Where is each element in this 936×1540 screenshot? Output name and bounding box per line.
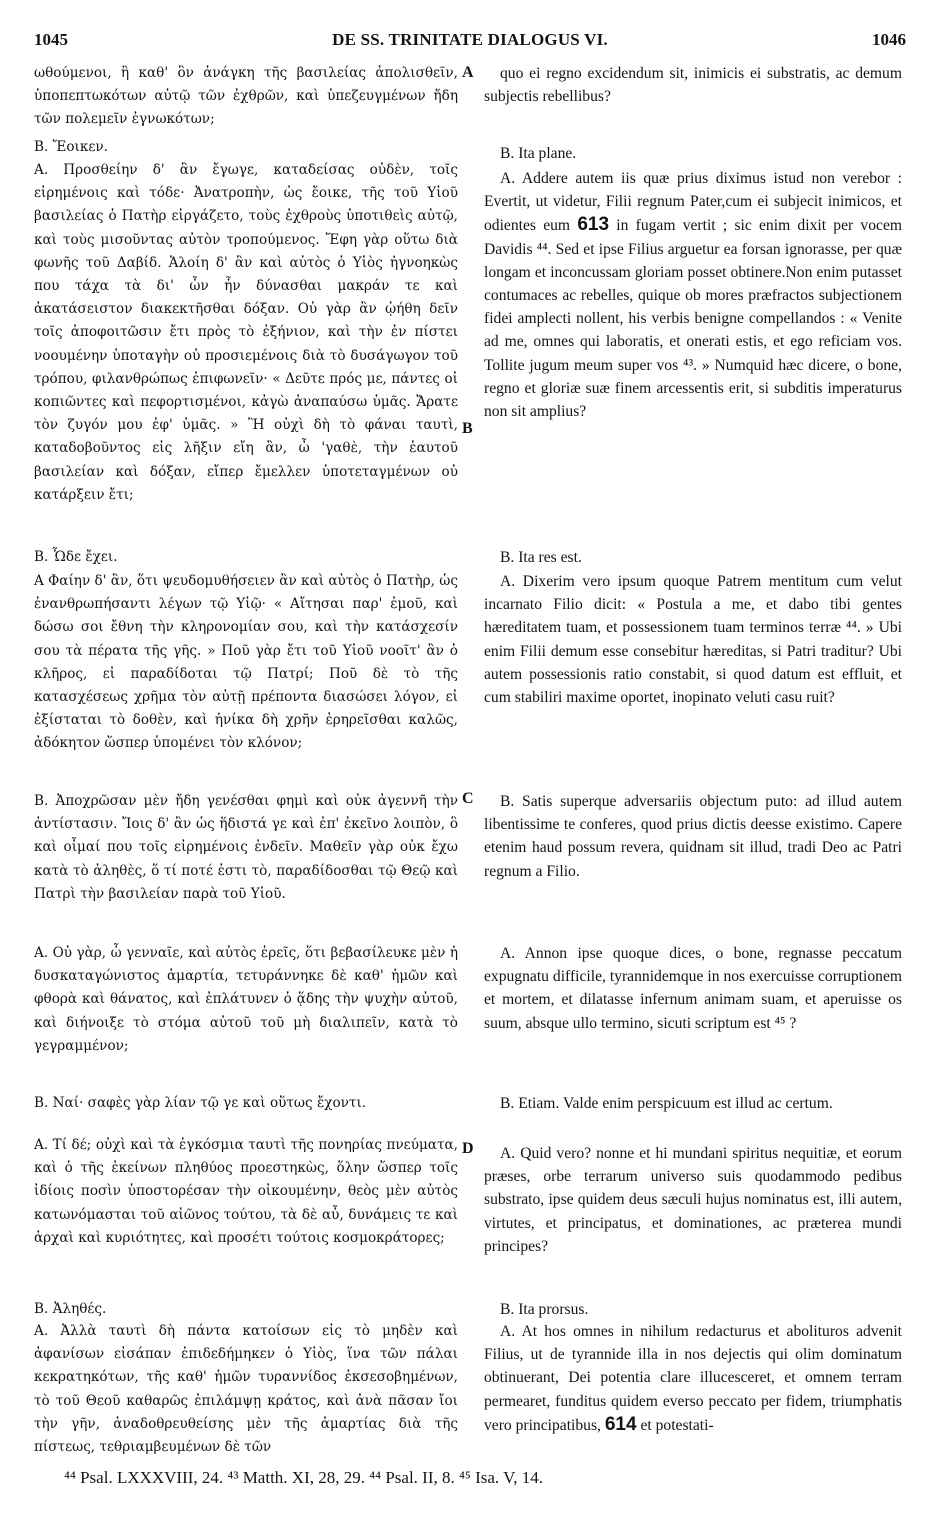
greek-paragraph: Α. Ἀλλὰ ταυτὶ δὴ πάντα κατοίσων εἰς τὸ μηδὲν καὶ ἀφανίσων εἰσάπαν ἐπιδεδήμηκεν ὁ Υἱὸς, ἵνα τῶν πάλαι κεκρατηκότων, τῆς καθ' ἡμῶν τυραννίδος ἐκσεσοβημένων, τὸ τοῦ Θεοῦ καθαρῶς ἐπιλάμψῃ κράτος, καὶ ἀνὰ πᾶσαν ἴοι τὴν γῆν, ἀναδοθρευθείσης μὲν τῆς ἁμαρτίας διὰ τῆς πίστεως, τεθριαμβευμένων δὲ τῶν <box>34 1323 458 1456</box>
latin-paragraph: A. Quid vero? nonne et hi mundani spiritus nequitiæ, et eorum præses, orbe terrarum universo suis quodammodo pedibus substrato, ipse quidem deus sæculi hujus nominatus est, illi autem, virtutes, et principatus, et dominationes, ac præterea mundi principes? <box>484 1145 902 1255</box>
latin-paragraph: B. Ita plane. <box>500 145 577 162</box>
greek-paragraph: Β. Ἀποχρῶσαν μὲν ἤδη γενέσθαι φημὶ καὶ οὐκ ἀγεννῆ τὴν ἀντίστασιν. Ἴοις δ' ἂν ὡς ἥδιστά γε καὶ ἐπ' ἐκεῖνο λοιπὸν, ὃ καὶ οἶμαί που τοῖς εἰρημένοις ἐνδεῖν. Μαθεῖν γὰρ οὐκ ἔχω κατὰ τὸ ἀληθὲς, ὅ τί ποτέ ἐστι τὸ, παραδίδοσθαι τῷ Θεῷ καὶ Πατρὶ τὴν βασιλείαν παρὰ τοῦ Υἱοῦ. <box>34 793 458 902</box>
column-number-614: 614 <box>604 1413 637 1435</box>
greek-column <box>34 62 458 1462</box>
latin-text: A. At hos omnes in nihilum redacturus et abolituros advenit Filius, ut de tyrannide illa in nos dejectis qui olim dominatum obtinuerant, Dei potentia clare illucesceret, et omnem terram permearet, funditus quidem everso peccato per fidem, triumphatis vero principatibus, <box>484 1323 902 1434</box>
latin-paragraph: A. Annon ipse quoque dices, o bone, regnasse peccatum expugnatu difficile, tyrannidemque in nos exercuisse corruptionem et mortem, et dilatasse infernum animam suam, et aperuisse os suum, absque ullo termino, sicuti scriptum est ⁴⁵ ? <box>484 945 902 1032</box>
greek-paragraph: Α. Τί δέ; οὐχὶ καὶ τὰ ἐγκόσμια ταυτὶ τῆς πονηρίας πνεύματα, καὶ ὁ τῆς ἐκείνων πληθύος προεστηκὼς, ὅλην ὥσπερ τοῖς ἰδίοις ποσὶν ὑποστορέσαν τὴν οἰκουμένην, θεὸς μὲν αὐτὸς κατωνόμασται τοῦ αἰῶνος τούτου, τὰ δὲ αὖ, δυνάμεις τε καὶ ἀρχαὶ καὶ κυριότητες, καὶ προσέτι τούτοις κοσμοκράτορες; <box>34 1137 458 1246</box>
latin-paragraph: B. Satis superque adversariis objectum puto: ad illud autem libentissime te conferes, quod prius dictis deesse existimo. Capere etenim haud possum revera, quidnam sit illud, tradi Deo ac Patri regnum a Filio. <box>484 793 902 880</box>
page-number-right: 1046 <box>872 30 906 49</box>
greek-paragraph: Β. Ναί· σαφὲς γὰρ λίαν τῷ γε καὶ οὕτως ἔχοντι. <box>34 1095 367 1111</box>
footnotes: ⁴⁴ Psal. LXXXVIII, 24. ⁴³ Matth. XI, 28, 29. ⁴⁴ Psal. II, 8. ⁴⁵ Isa. V, 14. <box>64 1468 543 1487</box>
section-marker-a: A <box>462 64 474 81</box>
section-marker-c: C <box>462 790 474 807</box>
greek-paragraph: ωθούμενοι, ἢ καθ' ὃν ἀνάγκη τῆς βασιλείας ἀπολισθεῖν, ὑποπεπτωκότων αὐτῷ τῶν ἐχθρῶν, καὶ ὑπεζευγμένων ἤδη τῶν πολεμεῖν ἐγνωκότων; <box>34 65 458 128</box>
latin-paragraph: B. Ita prorsus. <box>500 1301 589 1318</box>
latin-paragraph <box>484 167 902 423</box>
greek-paragraph: Β. Ἀληθές. <box>34 1301 107 1317</box>
page-number-left: 1045 <box>34 30 68 49</box>
greek-paragraph: Α Φαίην δ' ἂν, ὅτι ψευδομυθήσειεν ἂν καὶ αὐτὸς ὁ Πατὴρ, ὡς ἐνανθρωπήσαντι λέγων τῷ Υἱῷ· « Αἴτησαι παρ' ἐμοῦ, καὶ δώσω σοι ἔθνη τὴν κληρονομίαν σου, καὶ τὴν κατάσχεσίν σου τὰ πέρατα τῆς γῆς. » Ποῦ γὰρ ἔτι τοῦ Υἱοῦ νοοῖτ' ἂν ὁ κλῆρος, εἰ παραδίδοται τῷ Πατρί; Ποῦ δὲ τὸ τῆς κατασχέσεως χρῆμα τὸν αὐτῇ πρέποντα διασώσει λόγον, εἰ ἐξίσταται τὸ δοθὲν, καὶ ἡνίκα δὴ χρῆν ἐρηρεῖσθαι καλῶς, ἀδόκητον ὥσπερ ὑπομένει τὸν κλόνον; <box>34 573 458 752</box>
greek-paragraph: Β. Ἔοικεν. <box>34 139 108 155</box>
greek-paragraph: Α. Προσθείην δ' ἂν ἔγωγε, καταδείσας οὐδὲν, τοῖς εἰρημένοις καὶ τόδε· Ἀνατροπὴν, ὡς ἔοικε, τῆς τοῦ Υἱοῦ βασιλείας ὁ Πατὴρ εἰργάζετο, τοὺς ἐχθροὺς ὑποτιθεὶς αὐτῷ, καὶ τοὺς μισοῦντας αὐτὸν τροπούμενος. Ἔφη γὰρ οὕτω διὰ φωνῆς τοῦ Δαβίδ. Ἁλοίη δ' ἂν καὶ αὐτὸς ὁ Υἱὸς ἠγνοηκὼς που τάχα τὰ δι' ὧν ἦν δύνασθαι μακράν τε καὶ ἀκατάσειστον διακεκτῆσθαι δόξαν. Οὐ γὰρ ἂν ᾠήθη δεῖν τοῖς ἀποφοιτῶσιν ἔτι πρὸς τὸ ἐξήνιον, καὶ τὴν ἐν πίστει νοουμένην ὑποταγὴν οὐ προσιεμένοις διὰ τὸ δυσάγωγον τοῦ τρόπου, φιλανθρώπως ἐπιφωνεῖν· « Δεῦτε πρός με, πάντες οἱ κοπιῶντες καὶ πεφορτισμένοι, κἀγὼ ἀναπαύσω ὑμᾶς. Ἄρατε τὸν ζυγόν μου ἐφ' ὑμᾶς. » Ἢ οὐχὶ δὴ τὸ φάναι ταυτὶ, καταδοβοῦντος εἰς λῆξιν εἴη ἂν, ὦ 'γαθὲ, τὴν ἑαυτοῦ βασιλείαν καὶ δόξαν, εἴπερ ἔμελλεν ὑποτεταγμένων οὐ κατάρξειν ἔτι; <box>34 162 458 503</box>
page-header <box>34 30 906 56</box>
latin-column <box>484 62 902 1462</box>
section-marker-d: D <box>462 1140 474 1157</box>
running-title: DE SS. TRINITATE DIALOGUS VI. <box>332 30 608 49</box>
latin-paragraph <box>484 1320 902 1437</box>
greek-paragraph: Α. Οὐ γὰρ, ὦ γενναῖε, καὶ αὐτὸς ἐρεῖς, ὅτι βεβασίλευκε μὲν ἡ δυσκαταγώνιστος ἁμαρτία, τετυράννηκε δὲ καθ' ἡμῶν καὶ φθορὰ καὶ θάνατος, καὶ ἐπλάτυνεν ὁ ᾅδης τὴν ψυχὴν αὐτοῦ, καὶ διήνοιξε τὸ στόμα αὐτοῦ τοῦ μὴ διαλιπεῖν, κατὰ τὸ γεγραμμένον; <box>34 945 458 1054</box>
latin-paragraph: B. Ita res est. <box>500 549 582 566</box>
latin-text: et potestati- <box>640 1416 714 1434</box>
latin-text: in fugam vertit ; sic enim dixit per vocem Davidis ⁴⁴. Sed et ipse Filius arguetur ea forsan ignorasse, per quæ longam et inconcussam gloriam posset obtinere.Non enim putasset contumaces ac rebelles, quique ob mores præfractos subjectionem fidei amplecti nollent, his verbis benigne compellandos : « Venite ad me, omnes qui laboratis, et onerati estis, et ego reficiam vos. Tollite jugum meum super vos ⁴³. » Numquid hæc dicere, o bone, regno et gloriæ suæ finem arcessentis erit, si subditis imperaturus non sit amplius? <box>484 217 902 421</box>
latin-paragraph: quo ei regno excidendum sit, inimicis ei substratis, ac demum subjectis rebellibus? <box>484 65 902 106</box>
latin-text: A. Addere autem iis quæ prius diximus istud non verebor : Evertit, ut videtur, Filii regnum Pater,cum ei subjecit inimicos, et odientes eum <box>484 170 902 235</box>
greek-paragraph: Β. Ὧδε ἔχει. <box>34 549 118 565</box>
latin-paragraph: B. Etiam. Valde enim perspicuum est illud ac certum. <box>500 1095 833 1112</box>
section-marker-b: B <box>462 420 473 437</box>
latin-paragraph: A. Dixerim vero ipsum quoque Patrem mentitum cum velut incarnato Filio dicit: « Postula a me, et dabo tibi gentes hæreditatem tuam, et possessionem tuam terminos terræ ⁴⁴. » Ubi enim Filii demum esse consebitur hæreditas, si Patri traditur? Ubi autem possessionis ratio constabit, si quod datum est effluit, et cum stabiliri maxime oportet, inopinato veluti casu ruit? <box>484 573 902 707</box>
column-number-613: 613 <box>577 214 610 236</box>
